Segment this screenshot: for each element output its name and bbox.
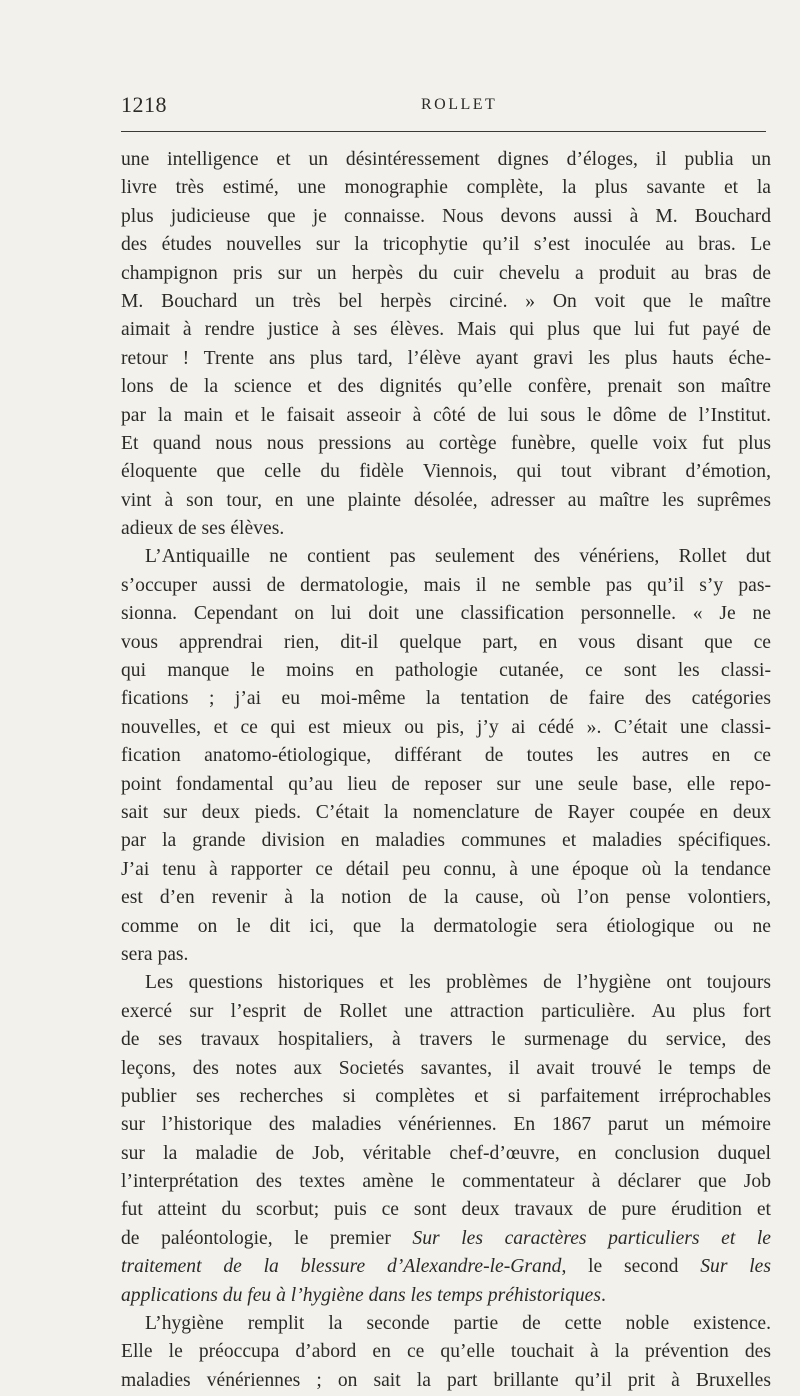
text-line: s’occuper aussi de dermatologie, mais il ne semble pas qu’il s’y pas- (121, 574, 771, 596)
text-line: exercé sur l’esprit de Rollet une attraction particulière. Au plus fort (121, 1000, 771, 1022)
text-line: par la grande division en maladies communes et maladies spécifiques. (121, 830, 771, 852)
text-line: est d’en revenir à la notion de la cause, où l’on pense volontiers, (121, 887, 771, 909)
text-line: éloquente que celle du fidèle Viennois, qui tout vibrant d’émotion, (121, 461, 771, 483)
text-run: . (601, 1284, 606, 1306)
italic-title: applications du feu à l’hygiène dans les temps préhistoriques (121, 1284, 601, 1306)
text-line (121, 1253, 771, 1281)
text-line: sera pas. (121, 943, 189, 965)
text-line: comme on le dit ici, que la dermatologie sera étiologique ou ne (121, 915, 771, 937)
italic-title: Sur les caractères particuliers et le (412, 1227, 771, 1249)
text-line: lons de la science et des dignités qu’elle confère, prenait son maître (121, 376, 771, 398)
text-line: M. Bouchard un très bel herpès circiné. » On voit que le maître (121, 290, 771, 312)
page-header (121, 92, 761, 122)
text-run: , le second (561, 1256, 701, 1278)
text-line (121, 1225, 771, 1253)
text-line: Elle le préoccupa d’abord en ce qu’elle touchait à la prévention des (121, 1341, 771, 1363)
text-line: de ses travaux hospitaliers, à travers le surmenage du service, des (121, 1029, 771, 1051)
text-line: fut atteint du scorbut; puis ce sont deux travaux de pure érudition et (121, 1199, 771, 1221)
text-line: Et quand nous nous pressions au cortège funèbre, quelle voix fut plus (121, 432, 771, 454)
italic-title: Sur les (700, 1256, 771, 1278)
text-line: leçons, des notes aux Societés savantes, il avait trouvé le temps de (121, 1057, 771, 1079)
text-line: l’interprétation des textes amène le commentateur à déclarer que Job (121, 1171, 771, 1193)
text-line: vous apprendrai rien, dit-il quelque part, en vous disant que ce (121, 631, 771, 653)
text-line: une intelligence et un désintéressement dignes d’éloges, il publia un (121, 149, 771, 170)
text-line: J’ai tenu à rapporter ce détail peu connu, à une époque où la tendance (121, 858, 771, 880)
body-text (121, 146, 771, 1395)
text-run: de paléontologie, le premier (121, 1227, 413, 1249)
text-line: fication anatomo-étiologique, différant de toutes les autres en ce (121, 745, 771, 767)
text-line: publier ses recherches si complètes et si parfaitement irréprochables (121, 1085, 771, 1107)
text-line: champignon pris sur un herpès du cuir chevelu a produit au bras de (121, 262, 771, 284)
text-line: sait sur deux pieds. C’était la nomenclature de Rayer coupée en deux (121, 801, 771, 823)
running-head: ROLLET (421, 96, 498, 113)
text-line: par la main et le faisait asseoir à côté de lui sous le dôme de l’Institut. (121, 404, 771, 426)
text-line: sur l’historique des maladies vénériennes. En 1867 parut un mémoire (121, 1114, 771, 1136)
text-line: des études nouvelles sur la tricophytie qu’il s’est inoculée au bras. Le (121, 234, 771, 256)
text-line (121, 1282, 771, 1310)
text-line: nouvelles, et ce qui est mieux ou pis, j’y ai cédé ». C’était une classi- (121, 716, 771, 738)
page-number: 1218 (121, 92, 167, 117)
text-line: vint à son tour, en une plainte désolée, adresser au maître les suprêmes (121, 489, 771, 511)
text-line: fications ; j’ai eu moi-même la tentation de faire des catégories (121, 688, 771, 710)
text-line: sur la maladie de Job, véritable chef-d’œuvre, en conclusion duquel (121, 1142, 771, 1164)
text-line: Les questions historiques et les problèmes de l’hygiène ont toujours (145, 972, 771, 994)
header-rule (121, 131, 766, 132)
text-line: qui manque le moins en pathologie cutanée, ce sont les classi- (121, 660, 771, 682)
text-line: retour ! Trente ans plus tard, l’élève ayant gravi les plus hauts éche- (121, 347, 771, 369)
text-line: L’Antiquaille ne contient pas seulement des vénériens, Rollet dut (145, 546, 771, 568)
text-line: sionna. Cependant on lui doit une classification personnelle. « Je ne (121, 603, 771, 625)
text-line: maladies vénériennes ; on sait la part brillante qu’il prit à Bruxelles (121, 1369, 771, 1391)
text-line: point fondamental qu’au lieu de reposer sur une seule base, elle repo- (121, 773, 771, 795)
text-line: L’hygiène remplit la seconde partie de cette noble existence. (145, 1313, 771, 1335)
text-line: livre très estimé, une monographie complète, la plus savante et la (121, 177, 771, 199)
text-line: plus judicieuse que je connaisse. Nous devons aussi à M. Bouchard (121, 205, 771, 227)
italic-title: traitement de la blessure d’Alexandre-le-Grand (121, 1256, 562, 1278)
text-line: aimait à rendre justice à ses élèves. Mais qui plus que lui fut payé de (121, 319, 771, 341)
text-line: adieux de ses élèves. (121, 518, 285, 540)
